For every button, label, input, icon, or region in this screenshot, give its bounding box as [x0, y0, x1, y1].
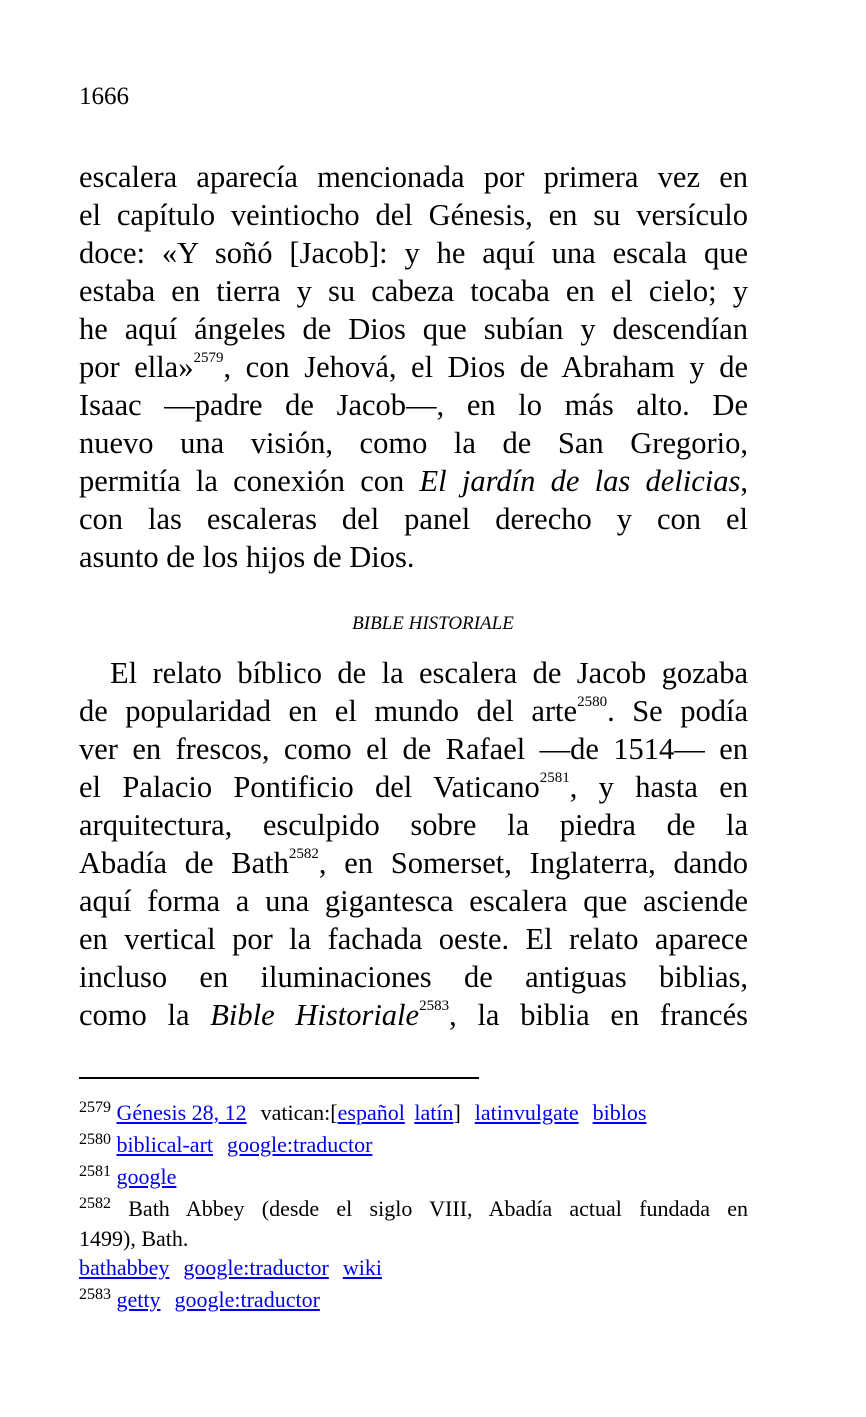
text-run: permitía la conexión con [79, 464, 420, 498]
body-line: en vertical por la fachada oeste. El relato aparece [79, 922, 748, 956]
body-line: doce: «Y soñó [Jacob]: y he aquí una escala que [79, 236, 748, 270]
bathabbey-link[interactable]: bathabbey [79, 1255, 170, 1280]
body-line: El relato bíblico de la escalera de Jacob gozaba [110, 656, 748, 690]
footnote-separator [79, 1077, 479, 1079]
text-run: por ella» [79, 350, 194, 384]
body-line: el capítulo veintiocho del Génesis, en su versículo [79, 198, 748, 232]
body-line: arquitectura, esculpido sobre la piedra de la [79, 808, 748, 842]
google-link[interactable]: google [116, 1164, 177, 1189]
text-run: , la biblia en francés [449, 998, 748, 1032]
google-traductor-link[interactable]: google:traductor [183, 1255, 329, 1280]
footnote-ref[interactable]: 2579 [193, 350, 224, 366]
page-number: 1666 [79, 83, 129, 110]
body-line [79, 768, 748, 806]
body-line: aquí forma a una gigantesca escalera que asciende [79, 884, 748, 918]
latinvulgate-link[interactable]: latinvulgate [474, 1100, 579, 1125]
footnote-text: vatican:[ [260, 1100, 338, 1125]
footnote-number: 2579 [79, 1099, 111, 1116]
footnote-2580 [79, 1130, 748, 1160]
body-line [79, 692, 748, 730]
footnote-2582-cont [79, 1224, 748, 1254]
wiki-link[interactable]: wiki [342, 1255, 382, 1280]
footnote-2582-links [79, 1253, 748, 1283]
google-traductor-link[interactable]: google:traductor [227, 1132, 373, 1157]
body-line: Isaac ―padre de Jacob―, en lo más alto. De [79, 388, 748, 422]
footnote-ref[interactable]: 2580 [577, 694, 608, 710]
text-run: , en Somerset, Inglaterra, dando [318, 846, 749, 880]
footnote-2583 [79, 1285, 748, 1315]
footnote-ref[interactable]: 2583 [419, 998, 450, 1014]
body-line: ver en frescos, como el de Rafael ―de 1514― en [79, 732, 748, 766]
footnote-ref[interactable]: 2582 [288, 846, 319, 862]
body-line: he aquí ángeles de Dios que subían y descendían [79, 312, 748, 346]
text-run: como la [79, 998, 211, 1032]
body-line [79, 996, 748, 1034]
text-run: . Se podía [607, 694, 748, 728]
text-run: el Palacio Pontificio del Vaticano [79, 770, 540, 804]
text-run: , [740, 464, 748, 498]
biblical-art-link[interactable]: biblical-art [116, 1132, 214, 1157]
footnote-2581 [79, 1162, 748, 1192]
footnote-text: 1499), Bath. [79, 1226, 189, 1251]
text-run: , con Jehová, el Dios de Abraham y de [223, 350, 748, 384]
body-line: incluso en iluminaciones de antiguas biblias, [79, 960, 748, 994]
getty-link[interactable]: getty [116, 1287, 161, 1312]
text-run: Abadía de Bath [79, 846, 289, 880]
footnote-number: 2582 [79, 1195, 111, 1212]
book-title: Bible Historiale [210, 998, 420, 1032]
vatican-latin-link[interactable]: latín [414, 1100, 454, 1125]
book-title: El jardín de las delicias [419, 464, 741, 498]
biblos-link[interactable]: biblos [592, 1100, 647, 1125]
body-line [79, 844, 748, 882]
footnote-text: ] [453, 1100, 461, 1125]
footnote-number: 2580 [79, 1131, 111, 1148]
footnote-2579 [79, 1098, 748, 1128]
footnote-text: Bath Abbey (desde el siglo VIII, Abadía actual fundada en [128, 1196, 748, 1221]
body-line [79, 348, 748, 386]
footnote-number: 2583 [79, 1286, 111, 1303]
footnote-number: 2581 [79, 1163, 111, 1180]
text-run: , y hasta en [569, 770, 748, 804]
genesis-link[interactable]: Génesis 28, 12 [116, 1100, 247, 1125]
body-line [79, 462, 748, 500]
footnote-2582 [79, 1194, 748, 1224]
body-line: estaba en tierra y su cabeza tocaba en el cielo; y [79, 274, 748, 308]
body-line: escalera aparecía mencionada por primera vez en [79, 160, 748, 194]
text-run: de popularidad en el mundo del arte [79, 694, 578, 728]
body-line: con las escaleras del panel derecho y con el [79, 502, 748, 536]
vatican-espanol-link[interactable]: español [337, 1100, 405, 1125]
footnote-ref[interactable]: 2581 [539, 770, 570, 786]
section-title: BIBLE HISTORIALE [352, 613, 514, 634]
google-traductor-link[interactable]: google:traductor [174, 1287, 320, 1312]
body-line: asunto de los hijos de Dios. [79, 540, 415, 574]
body-line: nuevo una visión, como la de San Gregorio, [79, 426, 748, 460]
